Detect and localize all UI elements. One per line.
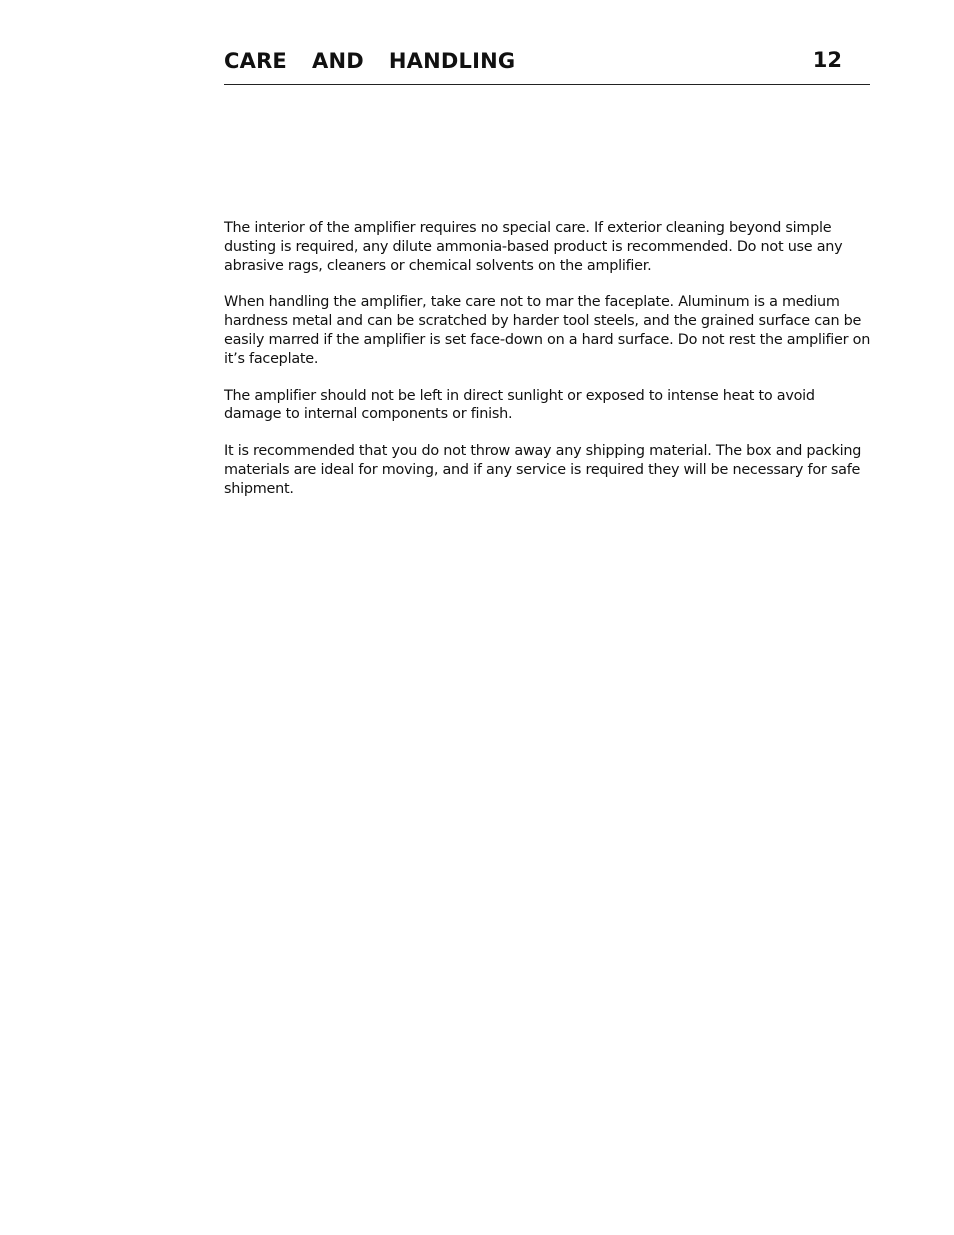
body-content bbox=[224, 219, 876, 517]
paragraph-shipping-material: It is recommended that you do not throw away any shipping material. The box and packing materials are ideal for moving, and if any service is required they will be necessary for safe shipment. bbox=[224, 443, 862, 497]
paragraph-interior-care: The interior of the amplifier requires no special care. If exterior cleaning beyond simple dusting is required, any dilute ammonia-based product is recommended. Do not use any abrasive rags, cleaners or chemical solvents on the amplifier. bbox=[224, 220, 843, 274]
page-title: CARE AND HANDLING bbox=[224, 49, 516, 73]
paragraph-sunlight-heat: The amplifier should not be left in direct sunlight or exposed to intense heat to avoid damage to internal components or finish. bbox=[224, 387, 815, 423]
paragraph-handling-faceplate: When handling the amplifier, take care not to mar the faceplate. Aluminum is a medium hardness metal and can be scratched by harder tool steels, and the grained surface can be easily marred if the amplifier is set face-down on a hard surface. Do not rest the amplifier on it’s faceplate. bbox=[224, 294, 871, 367]
page-header bbox=[224, 46, 870, 85]
page-number: 12 bbox=[812, 48, 842, 72]
